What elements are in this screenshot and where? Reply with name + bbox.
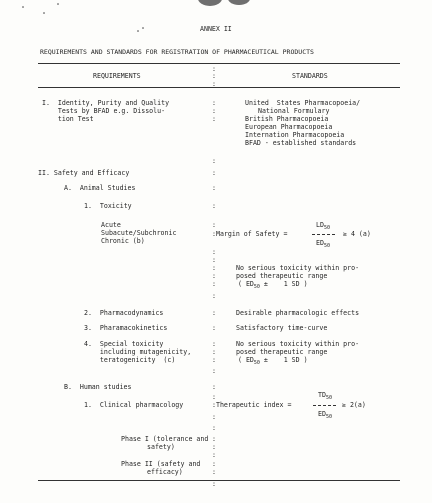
requirements-header: REQUIREMENTS bbox=[93, 72, 141, 80]
therapeutic-index-condition: ≥ 2(a) bbox=[342, 401, 366, 409]
scan-speck bbox=[43, 12, 45, 14]
special-toxicity-label: 4. Special toxicity bbox=[84, 340, 164, 348]
toxicity-note: No serious toxicity within pro- bbox=[236, 264, 360, 272]
margin-of-safety-label: :Margin of Safety = bbox=[212, 230, 288, 238]
standard-item: Internation Pharmacopoeia bbox=[245, 131, 345, 139]
bottom-rule bbox=[38, 480, 400, 481]
column-divider: : bbox=[212, 99, 216, 107]
column-divider: : bbox=[212, 348, 216, 356]
phase-1-label: Phase I (tolerance and bbox=[121, 435, 209, 443]
column-divider: : bbox=[212, 451, 216, 459]
header-rule bbox=[38, 87, 400, 88]
column-divider: : bbox=[212, 169, 216, 177]
column-divider: : bbox=[212, 65, 216, 73]
column-divider: : bbox=[212, 248, 216, 256]
toxicity-type: Chronic (b) bbox=[101, 237, 145, 245]
column-divider: : bbox=[212, 184, 216, 192]
column-divider: : bbox=[212, 292, 216, 300]
column-divider: : bbox=[212, 272, 216, 280]
margin-of-safety-numerator: $LD_{50}$ bbox=[316, 221, 330, 231]
top-rule bbox=[38, 63, 400, 64]
fraction-bar bbox=[312, 234, 335, 235]
therapeutic-index-label: :Therapeutic index = bbox=[212, 401, 292, 409]
animal-studies-label: A. Animal Studies bbox=[64, 184, 136, 192]
column-divider: : bbox=[212, 324, 216, 332]
scan-blob-left bbox=[198, 0, 222, 6]
pharmacokinetics-standard: Satisfactory time-curve bbox=[236, 324, 328, 332]
column-divider: : bbox=[212, 115, 216, 123]
toxicity-type: Acute bbox=[101, 221, 121, 229]
margin-of-safety-denominator: $ED_{50}$ bbox=[316, 239, 330, 249]
special-toxicity-range: ( $ED_{50}$ ± 1 SD ) bbox=[238, 356, 308, 366]
column-divider: : bbox=[212, 202, 216, 210]
human-studies-label: B. Human studies bbox=[64, 383, 132, 391]
phase-2-label: Phase II (safety and bbox=[121, 460, 201, 468]
scan-speck bbox=[22, 6, 24, 8]
column-divider: : bbox=[212, 367, 216, 375]
column-divider: : bbox=[212, 80, 216, 88]
toxicity-range: ( $ED_{50}$ ± 1 SD ) bbox=[238, 280, 308, 290]
column-divider: : bbox=[212, 280, 216, 288]
section-2-label: II. Safety and Efficacy bbox=[38, 169, 130, 177]
column-divider: : bbox=[212, 221, 216, 229]
toxicity-label: 1. Toxicity bbox=[84, 202, 132, 210]
standards-header: STANDARDS bbox=[292, 72, 328, 80]
column-divider: : bbox=[212, 309, 216, 317]
column-divider: : bbox=[212, 72, 216, 80]
column-divider: : bbox=[212, 107, 216, 115]
column-divider: : bbox=[212, 256, 216, 264]
margin-of-safety-condition: ≥ 4 (a) bbox=[343, 230, 371, 238]
fraction-bar bbox=[313, 405, 336, 406]
column-divider: : bbox=[212, 383, 216, 391]
therapeutic-index-denominator: $ED_{50}$ bbox=[318, 410, 332, 420]
column-divider: : bbox=[212, 460, 216, 468]
standard-item: European Pharmacopoeia bbox=[245, 123, 333, 131]
column-divider: : bbox=[212, 480, 216, 488]
column-divider: : bbox=[212, 356, 216, 364]
pharmacodynamics-standard: Desirable pharmacologic effects bbox=[236, 309, 360, 317]
column-divider: : bbox=[212, 157, 216, 165]
scan-blob-right bbox=[228, 0, 250, 5]
column-divider: : bbox=[212, 424, 216, 432]
section-1-label: tion Test bbox=[42, 115, 94, 123]
section-1-label: Tests by BFAD e.g. Dissolu- bbox=[42, 107, 166, 115]
scan-speck bbox=[142, 27, 144, 29]
column-divider: : bbox=[212, 468, 216, 476]
standard-item: National Formulary bbox=[258, 107, 330, 115]
column-divider: : bbox=[212, 443, 216, 451]
scan-speck bbox=[57, 3, 59, 5]
special-toxicity-label: teratogenicity (c) bbox=[84, 356, 176, 364]
special-toxicity-label: including mutagenicity, bbox=[84, 348, 192, 356]
column-divider: : bbox=[212, 393, 216, 401]
section-1-label: I. Identity, Purity and Quality bbox=[42, 99, 170, 107]
column-divider: : bbox=[212, 264, 216, 272]
clinical-pharmacology-label: 1. Clinical pharmacology bbox=[84, 401, 184, 409]
standard-item: BFAD - established standards bbox=[245, 139, 357, 147]
standard-item: United States Pharmacopoeia/ bbox=[245, 99, 361, 107]
pharmacokinetics-label: 3. Pharamacokinetics bbox=[84, 324, 168, 332]
toxicity-type: Subacute/Subchronic bbox=[101, 229, 177, 237]
document-title: REQUIREMENTS AND STANDARDS FOR REGISTRATION OF PHARMACEUTICAL PRODUCTS bbox=[40, 48, 314, 56]
pharmacodynamics-label: 2. Pharmacodynamics bbox=[84, 309, 164, 317]
standard-item: British Pharmacopoeia bbox=[245, 115, 329, 123]
phase-2-label: efficacy) bbox=[147, 468, 183, 476]
column-divider: : bbox=[212, 340, 216, 348]
special-toxicity-standard: No serious toxicity within pro- bbox=[236, 340, 360, 348]
annex-label: ANNEX II bbox=[200, 25, 232, 33]
column-divider: : bbox=[212, 413, 216, 421]
phase-1-label: safety) bbox=[147, 443, 175, 451]
therapeutic-index-numerator: $TD_{50}$ bbox=[318, 391, 332, 401]
special-toxicity-standard: posed therapeutic range bbox=[236, 348, 328, 356]
toxicity-note: posed therapeutic range bbox=[236, 272, 328, 280]
scan-speck bbox=[137, 30, 139, 32]
column-divider: : bbox=[212, 435, 216, 443]
